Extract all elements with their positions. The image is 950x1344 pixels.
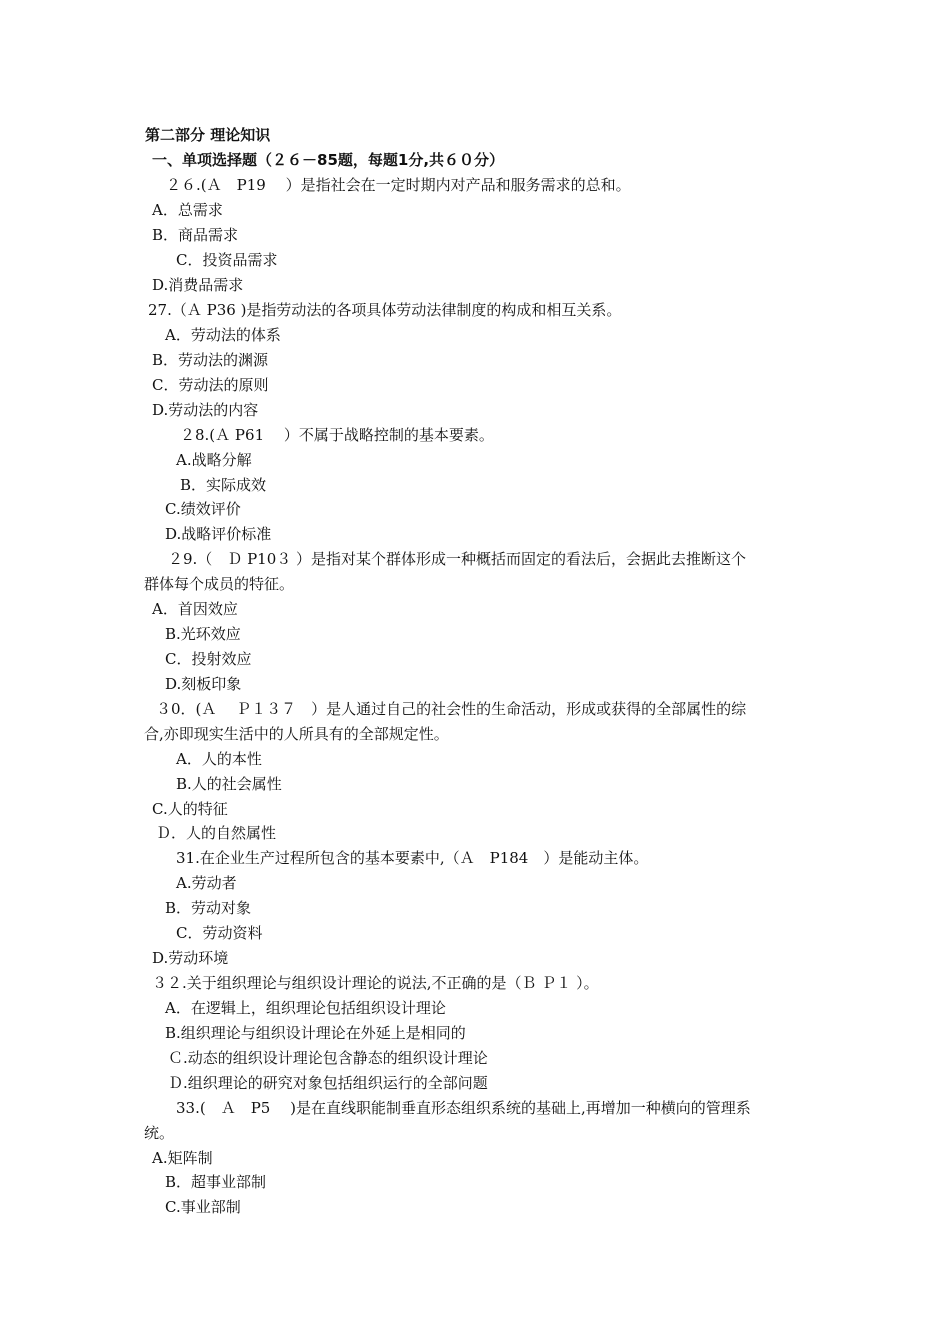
- question-33: 33.( Ａ P5 )是在直线职能制垂直形态组织系统的基础上,再增加一种横向的管理系: [176, 1099, 751, 1117]
- question-31: 31.在企业生产过程所包含的基本要素中,（Ａ P184 ）是能动主体。: [176, 849, 649, 867]
- option-line: B．实际成效: [180, 476, 267, 494]
- option-line: Ｄ.组织理论的研究对象包括组织运行的全部问题: [168, 1074, 488, 1092]
- question-29-cont: 群体每个成员的特征。: [144, 575, 295, 593]
- option-line: D.劳动法的内容: [152, 401, 259, 419]
- option-line: B.组织理论与组织设计理论在外延上是相同的: [165, 1024, 466, 1042]
- option-line: B．超事业部制: [165, 1173, 267, 1191]
- part-heading: 第二部分 理论知识: [145, 126, 271, 144]
- question-30: ３0．(Ａ Ｐ１３７ ）是人通过自己的社会性的生命活动，形成或获得的全部属性的综: [156, 700, 747, 718]
- question-29: ２9.（ Ｄ P10３ ）是指对某个群体形成一种概括而固定的看法后，会据此去推断这个: [168, 550, 747, 568]
- question-26: ２６.(Ａ P19 ）是指社会在一定时期内对产品和服务需求的总和。: [166, 176, 631, 194]
- option-line: C.事业部制: [165, 1198, 241, 1216]
- option-line: D.战略评价标准: [165, 525, 272, 543]
- option-line: B．商品需求: [152, 226, 239, 244]
- option-line: B．劳动对象: [165, 899, 252, 917]
- option-line: C.人的特征: [152, 800, 228, 818]
- option-line: C.绩效评价: [165, 500, 241, 518]
- question-27: 27.（Ａ P36 )是指劳动法的各项具体劳动法律制度的构成和相互关系。: [148, 301, 622, 319]
- option-line: A.劳动者: [176, 874, 237, 892]
- option-line: A．人的本性: [176, 750, 262, 768]
- option-line: A．在逻辑上，组织理论包括组织设计理论: [165, 999, 446, 1017]
- question-28: ２8.(Ａ P61 ）不属于战略控制的基本要素。: [180, 426, 494, 444]
- option-line: A．劳动法的体系: [165, 326, 281, 344]
- option-line: B.人的社会属性: [176, 775, 282, 793]
- question-33-cont: 统。: [144, 1124, 175, 1142]
- option-line: D.劳动环境: [152, 949, 229, 967]
- option-line: C．投射效应: [165, 650, 252, 668]
- option-line: D.消费品需求: [152, 276, 244, 294]
- section-heading: 一、单项选择题（２６－85题，每题1分,共６０分）: [152, 151, 505, 169]
- option-line: A.矩阵制: [152, 1149, 213, 1167]
- option-line: A.战略分解: [176, 451, 252, 469]
- option-line: C．投资品需求: [176, 251, 278, 269]
- question-32: ３２.关于组织理论与组织设计理论的说法,不正确的是（Ｂ Ｐ１ ）。: [152, 974, 599, 992]
- question-30-cont: 合,亦即现实生活中的人所具有的全部规定性。: [144, 725, 449, 743]
- option-line: Ｄ．人的自然属性: [156, 824, 277, 842]
- option-line: Ｃ.动态的组织设计理论包含静态的组织设计理论: [168, 1049, 488, 1067]
- option-line: A．总需求: [152, 201, 223, 219]
- option-line: B．劳动法的渊源: [152, 351, 269, 369]
- option-line: A．首因效应: [152, 600, 238, 618]
- option-line: B.光环效应: [165, 625, 241, 643]
- option-line: C．劳动资料: [176, 924, 263, 942]
- option-line: C．劳动法的原则: [152, 376, 269, 394]
- option-line: D.刻板印象: [165, 675, 242, 693]
